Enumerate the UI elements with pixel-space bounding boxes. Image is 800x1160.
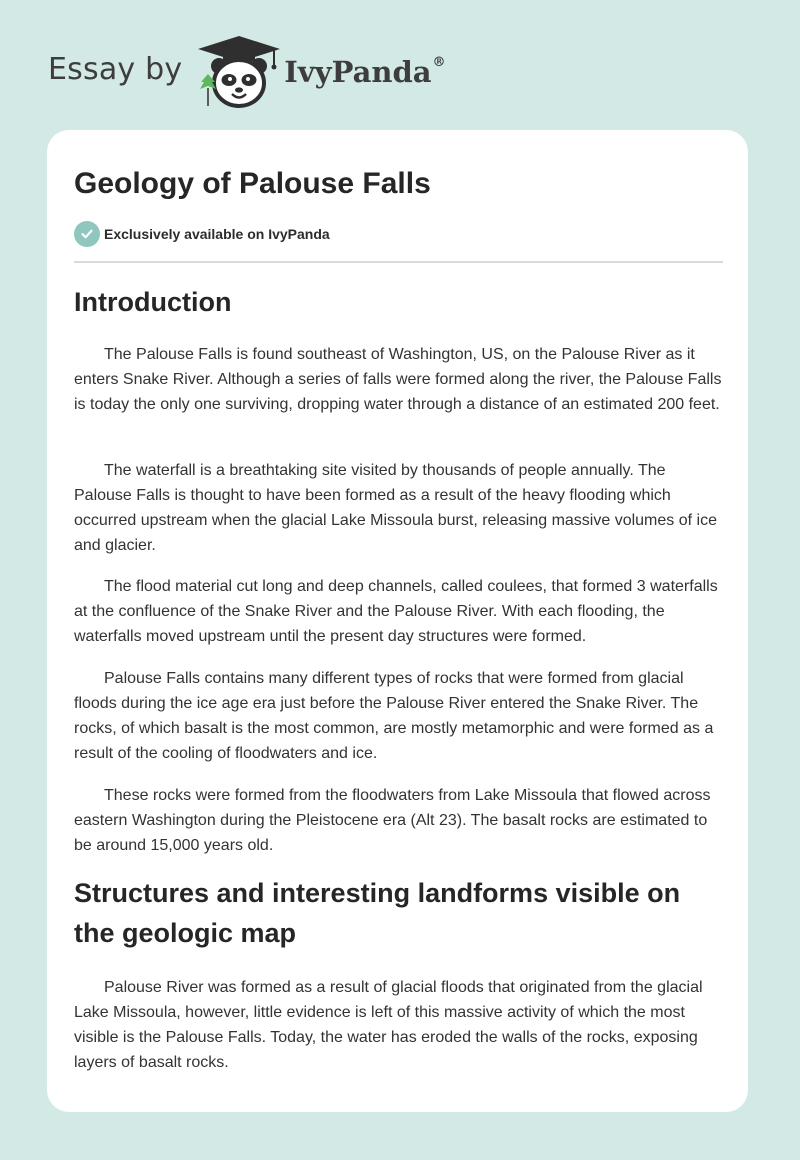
paragraph: These rocks were formed from the floodwaters from Lake Missoula that flowed across eastern Washington during the Pleistocene era (Alt 23). The basalt rocks are estimated to be around 15,000 years old. — [74, 787, 711, 854]
section-heading-structures: Structures and interesting landforms visible on the geologic map — [74, 878, 681, 948]
paragraph: Palouse River was formed as a result of glacial floods that originated from the glacial Lake Missoula, however, little evidence is left of this massive activity of which the most visible is the Palouse Falls. Today, the water has eroded the walls of the rocks, exposing layers of basalt rocks. — [74, 979, 703, 1071]
paragraph: The waterfall is a breathtaking site visited by thousands of people annually. The Palouse Falls is thought to have been formed as a result of the heavy flooding which occurred upstream when the glacial Lake Missoula burst, releasing massive volumes of ice and glacier. — [74, 462, 717, 554]
brand-prefix: Essay by — [48, 52, 183, 87]
panda-logo-icon — [196, 34, 282, 110]
divider — [74, 261, 723, 263]
section-heading-introduction: Introduction — [74, 287, 232, 317]
exclusive-badge — [74, 221, 330, 247]
paragraph: Palouse Falls contains many different types of rocks that were formed from glacial floods during the ice age era just before the Palouse River entered the Snake River. The rocks, of which basalt is the most common, are mostly metamorphic and were formed as a result of the cooling of floodwaters and ice. — [74, 670, 714, 762]
brand-name — [284, 54, 446, 89]
check-icon — [74, 221, 100, 247]
document-card — [47, 130, 748, 1112]
brand-name-text: IvyPanda — [284, 54, 432, 89]
page-title: Geology of Palouse Falls — [74, 167, 431, 200]
paragraph: The flood material cut long and deep channels, called coulees, that formed 3 waterfalls at the confluence of the Snake River and the Palouse River. With each flooding, the waterfalls moved upstream until the present day structures were formed. — [74, 578, 718, 645]
registered-mark: ® — [432, 54, 446, 70]
brand-header — [48, 34, 518, 110]
paragraph: The Palouse Falls is found southeast of Washington, US, on the Palouse River as it enters Snake River. Although a series of falls were formed along the river, the Palouse Falls is today the only one surviving, dropping water through a distance of an estimated 200 feet. — [74, 346, 722, 413]
badge-text: Exclusively available on IvyPanda — [104, 226, 330, 242]
